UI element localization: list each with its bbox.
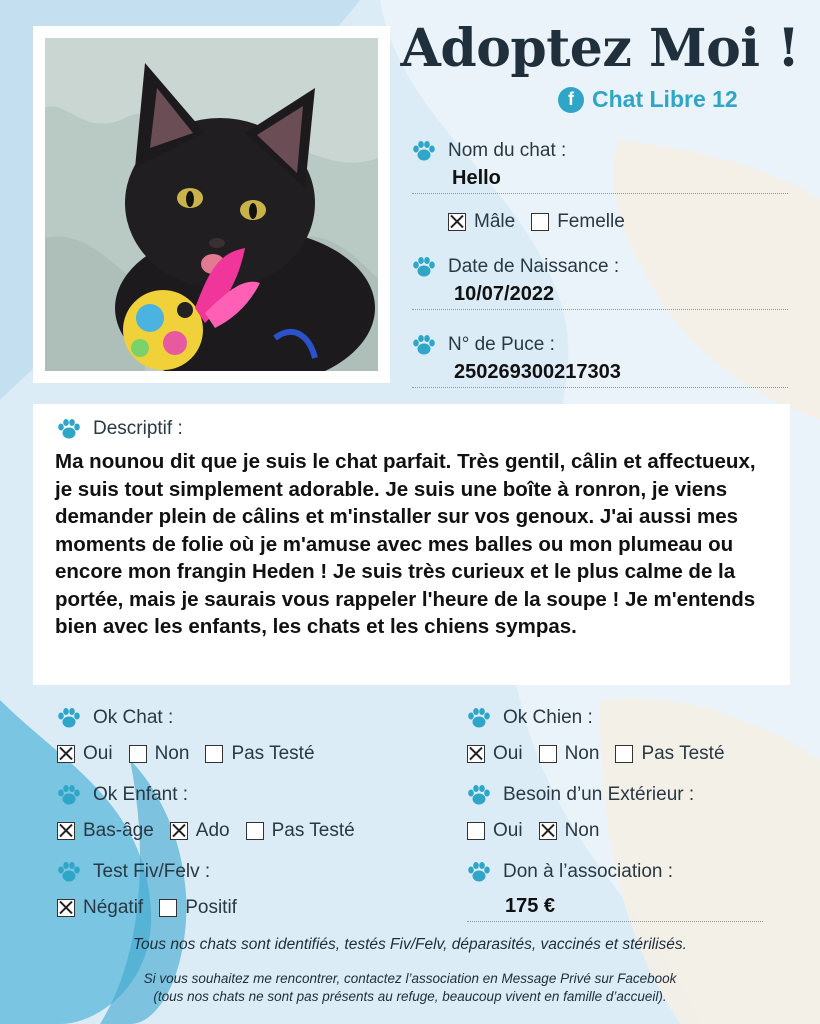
ok-enfant-bas-age-checkbox[interactable] xyxy=(57,822,75,840)
ok-chien-non-checkbox[interactable] xyxy=(539,745,557,763)
birth-date-value: 10/07/2022 xyxy=(412,283,788,310)
chip-field xyxy=(412,334,788,388)
footer-contact-line1: Si vous souhaitez me rencontrer, contactez l’association en Message Privé sur Facebook xyxy=(143,971,677,986)
paw-icon xyxy=(57,418,81,440)
ok-chat-oui-checkbox[interactable] xyxy=(57,745,75,763)
paw-icon xyxy=(57,861,81,883)
ok-enfant-ado-label: Ado xyxy=(195,820,230,841)
cat-name-value: Hello xyxy=(412,167,788,194)
test-fiv-field xyxy=(57,861,245,919)
male-checkbox[interactable] xyxy=(448,213,466,231)
brand-name: Chat Libre 12 xyxy=(592,86,738,112)
ok-chien-pas-teste-checkbox[interactable] xyxy=(615,745,633,763)
test-fiv-negatif-checkbox[interactable] xyxy=(57,899,75,917)
paw-icon xyxy=(57,784,81,806)
ok-chat-label: Ok Chat : xyxy=(93,707,174,728)
ok-enfant-label: Ok Enfant : xyxy=(93,784,189,805)
paw-icon xyxy=(412,140,436,162)
ok-chat-non-checkbox[interactable] xyxy=(129,745,147,763)
exterieur-label: Besoin d’un Extérieur : xyxy=(503,784,695,805)
sex-options xyxy=(448,211,633,233)
paw-icon xyxy=(467,784,491,806)
female-checkbox[interactable] xyxy=(531,213,549,231)
ok-chat-pas-teste-label: Pas Testé xyxy=(231,743,315,764)
footer-info: Tous nos chats sont identifiés, testés Fiv/Felv, déparasités, vaccinés et stérilisés. xyxy=(133,936,687,953)
cat-photo-frame xyxy=(33,26,390,383)
footer-contact-line2: (tous nos chats ne sont pas présents au refuge, beaucoup vivent en famille d’accueil). xyxy=(153,989,667,1004)
ok-chien-oui-label: Oui xyxy=(493,743,523,764)
exterieur-field xyxy=(467,784,694,842)
birth-date-field xyxy=(412,256,788,310)
don-value: 175 € xyxy=(467,895,763,922)
test-fiv-positif-label: Positif xyxy=(185,897,237,918)
cat-name-label: Nom du chat : xyxy=(448,140,567,161)
ok-enfant-ado-checkbox[interactable] xyxy=(170,822,188,840)
paw-icon xyxy=(412,256,436,278)
chip-label: N° de Puce : xyxy=(448,334,555,355)
exterieur-oui-checkbox[interactable] xyxy=(467,822,485,840)
test-fiv-positif-checkbox[interactable] xyxy=(159,899,177,917)
description-box xyxy=(33,404,790,685)
exterieur-oui-label: Oui xyxy=(493,820,523,841)
ok-chien-oui-checkbox[interactable] xyxy=(467,745,485,763)
test-fiv-label: Test Fiv/Felv : xyxy=(93,861,211,882)
paw-icon xyxy=(412,334,436,356)
ok-chien-field xyxy=(467,707,733,765)
ok-chat-pas-teste-checkbox[interactable] xyxy=(205,745,223,763)
footer-contact xyxy=(0,970,820,1006)
ok-chat-non-label: Non xyxy=(154,743,190,764)
ok-enfant-pas-teste-label: Pas Testé xyxy=(271,820,355,841)
female-label: Femelle xyxy=(557,211,625,232)
page-title: Adoptez Moi ! xyxy=(400,18,800,79)
facebook-icon: f xyxy=(558,87,584,113)
paw-icon xyxy=(467,707,491,729)
ok-chien-non-label: Non xyxy=(564,743,600,764)
paw-icon xyxy=(57,707,81,729)
don-field xyxy=(467,861,763,922)
exterieur-non-label: Non xyxy=(564,820,600,841)
cat-name-field xyxy=(412,140,788,194)
description-text: Ma nounou dit que je suis le chat parfait. Très gentil, câlin et affectueux, je suis tout simplement adorable. Je suis une boîte à ronron, je viens demander plein de câlins et m'installer sur vos genoux. J'ai aussi mes moments de folie où je m'amuse avec mes balles ou mon plumeau ou encore mon frangin Heden ! Je suis très curieux et le plus calme de la portée, mais je saurais vous rappeler l'heure de la soupe ! Je m'entends bien avec les enfants, les chats et les chiens sympas. xyxy=(55,450,756,638)
ok-enfant-bas-age-label: Bas-âge xyxy=(83,820,154,841)
birth-date-label: Date de Naissance : xyxy=(448,256,620,277)
test-fiv-negatif-label: Négatif xyxy=(83,897,144,918)
description-label: Descriptif : xyxy=(93,418,183,439)
chip-value: 250269300217303 xyxy=(412,361,788,388)
cat-photo xyxy=(45,38,378,371)
paw-icon xyxy=(467,861,491,883)
ok-chien-pas-teste-label: Pas Testé xyxy=(641,743,725,764)
don-label: Don à l’association : xyxy=(503,861,674,882)
ok-chat-field xyxy=(57,707,323,765)
ok-enfant-field xyxy=(57,784,363,842)
ok-chien-label: Ok Chien : xyxy=(503,707,593,728)
ok-chat-oui-label: Oui xyxy=(83,743,113,764)
ok-enfant-pas-teste-checkbox[interactable] xyxy=(246,822,264,840)
male-label: Mâle xyxy=(474,211,516,232)
brand[interactable] xyxy=(558,86,738,113)
exterieur-non-checkbox[interactable] xyxy=(539,822,557,840)
